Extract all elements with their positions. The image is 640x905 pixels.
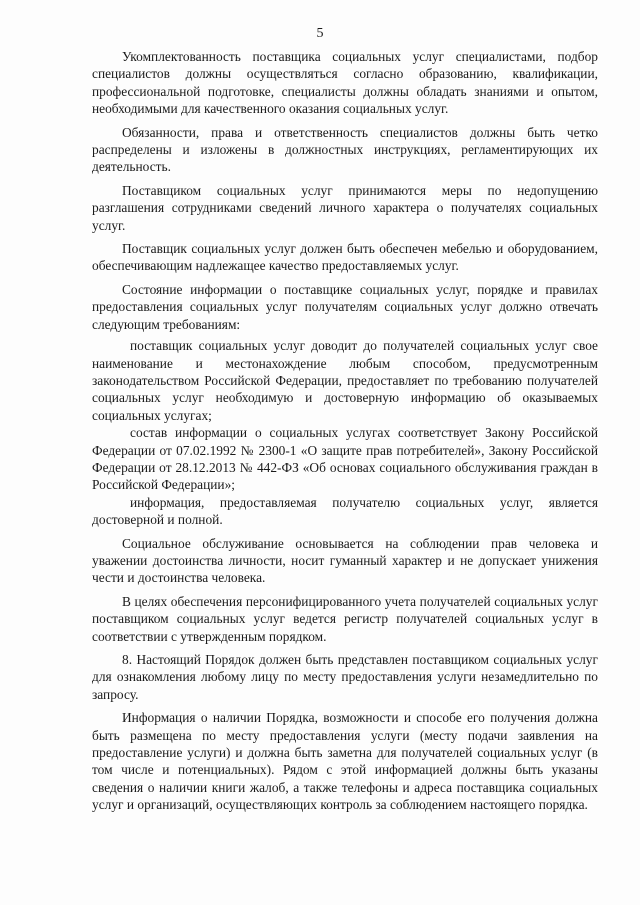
paragraph-staffing: Укомплектованность поставщика социальных услуг специалистами, подбор специалистов должны осуществляться согласно образованию, квалификации, профессиональной подготовке, специалисты должны обладать знаниями и опытом, необходимыми для качественного оказания социальных услуг. [92, 49, 598, 117]
paragraph-order-information: Информация о наличии Порядка, возможности и способе его получения должна быть размещена по месту предоставления услуги (месту подачи заявления на предоставление услуги) и должна быть заметна для получателей социальных услуг (в том числе и потенциальных). Рядом с этой информацией должны быть указаны сведения о наличии книги жалоб, а также телефоны и адреса поставщика социальных услуг и организаций, осуществляющих контроль за соблюдением настоящего порядка. [92, 710, 598, 813]
list-item-information-reliability: информация, предоставляемая получателю социальных услуг, является достоверной и полной. [92, 494, 598, 528]
paragraph-equipment: Поставщик социальных услуг должен быть обеспечен мебелью и оборудованием, обеспечивающим надлежащее качество предоставляемых услуг. [92, 241, 598, 274]
list-item-provider-name: поставщик социальных услуг доводит до получателей социальных услуг свое наименование и местонахождение любым способом, предусмотренным законодательством Российской Федерации, предоставляет по требованию получателей социальных услуг необходимую и достоверную информацию об оказываемых социальных услугах; [92, 338, 598, 423]
document-body [92, 48, 598, 820]
paragraph-information-requirements: Состояние информации о поставщике социальных услуг, порядке и правилах предоставления социальных услуг получателям социальных услуг должно отвечать следующим требованиям: [92, 281, 598, 332]
paragraph-confidentiality: Поставщиком социальных услуг принимаются меры по недопущению разглашения сотрудниками сведений личного характера о получателях социальных услуг. [92, 182, 598, 233]
paragraph-duties: Обязанности, права и ответственность специалистов должны быть четко распределены и изложены в должностных инструкциях, регламентирующих их деятельность. [92, 124, 598, 175]
list-item-information-content: состав информации о социальных услугах соответствует Закону Российской Федерации от 07.02.1992 № 2300-1 «О защите прав потребителей», Закону Российской Федерации от 28.12.2013 № 442-ФЗ «Об основах социального обслуживания граждан в Российской Федерации»; [92, 425, 598, 493]
paragraph-order-availability: 8. Настоящий Порядок должен быть представлен поставщиком социальных услуг для ознакомления любому лицу по месту предоставления услуги незамедлительно по запросу. [92, 652, 598, 702]
paragraph-human-rights: Социальное обслуживание основывается на соблюдении прав человека и уважении достоинства личности, носит гуманный характер и не допускает унижения чести и достоинства человека. [92, 535, 598, 586]
page-number: 5 [316, 26, 324, 41]
paragraph-registry: В целях обеспечения персонифицированного учета получателей социальных услуг поставщиком социальных услуг ведется регистр получателей социальных услуг в соответствии с утвержденным порядком. [92, 593, 598, 644]
